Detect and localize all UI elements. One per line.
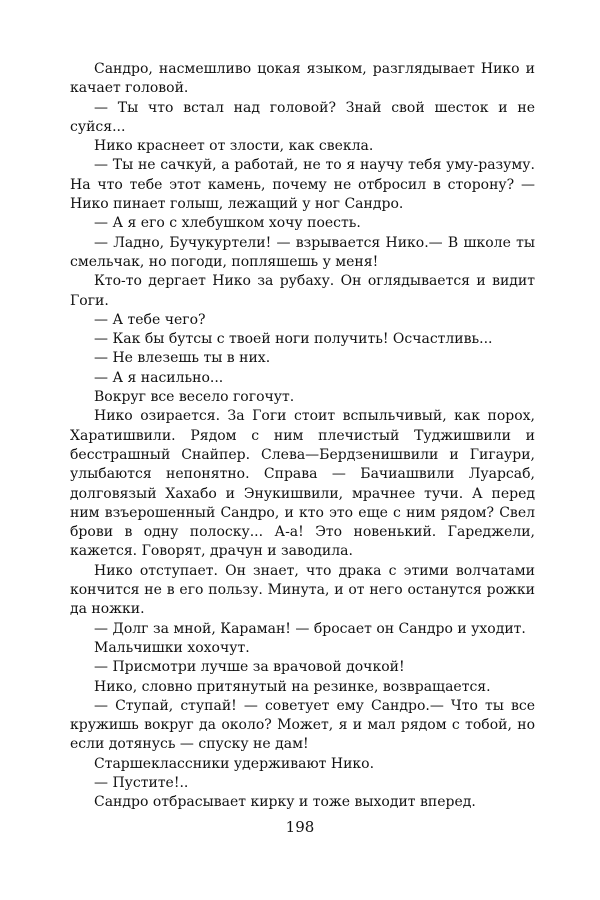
paragraph: — А я насильно... xyxy=(94,369,224,386)
paragraph: Старшеклассники удерживают Нико. xyxy=(94,755,375,772)
paragraph: — Ступай, ступай! — советует ему Сандро.— Что ты все кружишь вокруг да около? Может, я и мал рядом с тобой, но если дотянусь — спуску не дам! xyxy=(70,697,535,753)
paragraph: — А тебе чего? xyxy=(94,311,206,328)
paragraph: Нико краснеет от злости, как свекла. xyxy=(94,138,374,155)
paragraph: — Не влезешь ты в них. xyxy=(94,350,271,367)
paragraph: Вокруг все весело гогочут. xyxy=(94,389,295,406)
paragraph: — Ладно, Бучукуртели! — взрывается Нико.— В школе ты смельчак, но погоди, попляшешь у меня! xyxy=(70,234,535,270)
paragraph: Сандро, насмешливо цокая языком, разглядывает Нико и качает головой. xyxy=(70,61,535,97)
paragraph: Нико отступает. Он знает, что драка с этими волчатами кончится не в его пользу. Минута, и от него останутся рожки да ножки. xyxy=(70,562,535,618)
paragraph: Сандро отбрасывает кирку и тоже выходит вперед. xyxy=(94,794,476,811)
paragraph: Кто-то дергает Нико за рубаху. Он оглядывается и видит Гоги. xyxy=(70,273,535,309)
paragraph: — Пустите!.. xyxy=(94,774,189,791)
paragraph: — Как бы бутсы с твоей ноги получить! Осчастливь... xyxy=(94,331,493,348)
paragraph: — Ты что встал над головой? Знай свой шесток и не суйся... xyxy=(70,99,535,135)
paragraph: Нико, словно притянутый на резинке, возвращается. xyxy=(94,678,491,695)
paragraph: — А я его с хлебушком хочу поесть. xyxy=(94,215,361,232)
paragraph: — Присмотри лучше за врачовой дочкой! xyxy=(94,659,405,676)
page-number: 198 xyxy=(285,818,315,836)
body-text xyxy=(70,60,535,813)
paragraph: — Долг за мной, Караман! — бросает он Сандро и уходит. xyxy=(94,620,526,637)
paragraph: Нико озирается. За Гоги стоит вспыльчивый, как порох, Харатишвили. Рядом с ним плечистый Туджишвили и бесстрашный Снайпер. Слева—Бердзенишвили и Гигаури, улыбаются непонятно. Справа — Бачиашвили Луарсаб, долговязый Хахабо и Энукишвили, мрачнее тучи. А перед ним взъерошенный Сандро, и кто это еще с ним рядом? Свел брови в одну полоску... А-а! Это новенький. Гареджели, кажется. Говорят, драчун и заводила. xyxy=(70,408,535,560)
paragraph: Мальчишки хохочут. xyxy=(94,639,250,656)
paragraph: — Ты не сачкуй, а работай, не то я научу тебя уму-разуму. На что тебе этот камень, почему не отбросил в сторону? — Нико пинает голыш, лежащий у ног Сандро. xyxy=(70,157,535,213)
